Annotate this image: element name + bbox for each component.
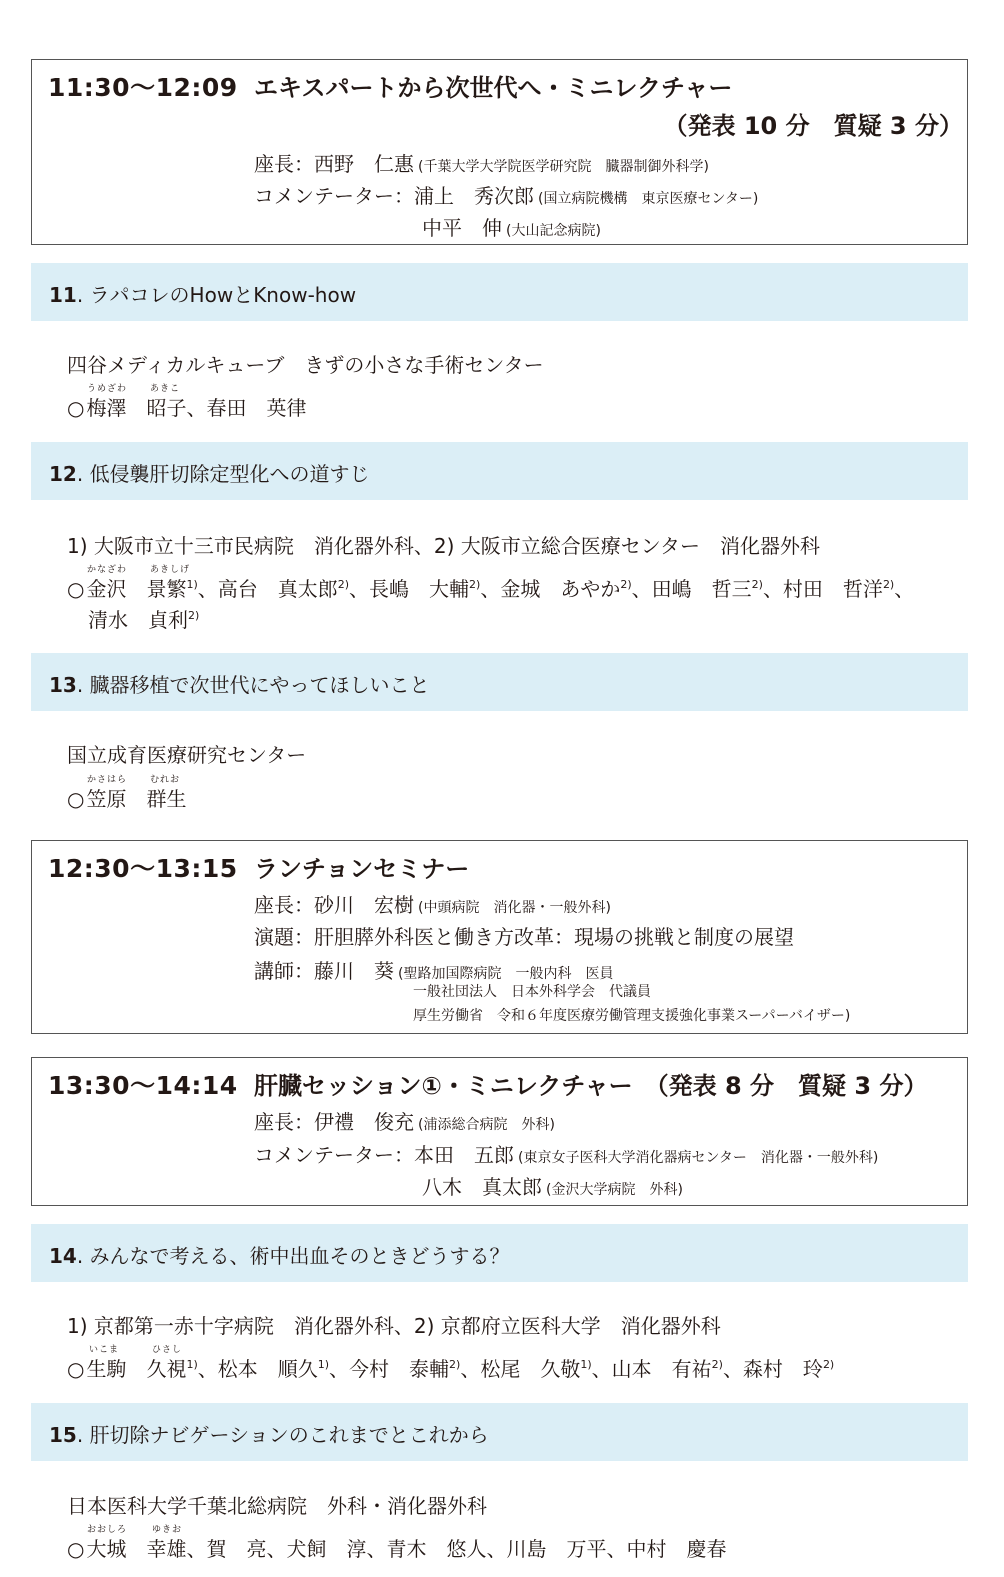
author-affiliation-ref: 1) [186, 1358, 198, 1371]
commentator-name: 八木 真太郎 [422, 1175, 542, 1199]
commentator-label: コメンテーター： [254, 1143, 414, 1167]
author-list: 笠原 群生 [86, 787, 187, 811]
author-affiliation-ref: 2) [882, 578, 895, 591]
talk-header-12: 12. 低侵襲肝切除定型化への道すじ [31, 442, 968, 500]
author: 、山本 有祐 [591, 1357, 712, 1381]
author: 清水 貞利 [88, 608, 188, 632]
author: 生駒 久視 [86, 1357, 187, 1381]
author: 、長嶋 大輔 [349, 577, 470, 601]
talk-affiliation: 四谷メディカルキューブ きずの小さな手術センター [67, 353, 544, 377]
author: 、松本 順久 [197, 1357, 318, 1381]
author-affiliation-ref: 1) [317, 1358, 330, 1371]
presenter-mark: ○ [67, 396, 85, 420]
commentator-line-2 [422, 1171, 683, 1200]
furigana: かなざわ [87, 565, 128, 575]
talk-title: 肝切除ナビゲーションのこれまでとこれから [89, 1423, 489, 1447]
presenter-mark: ○ [67, 787, 85, 811]
commentator-affiliation: (大山記念病院) [506, 223, 601, 239]
commentator-line-2 [422, 212, 601, 241]
chair-label: 座長： [254, 152, 314, 176]
commentator-affiliation: (東京女子医科大学消化器病センター 消化器・一般外科) [518, 1150, 879, 1166]
chair-name: 伊禮 俊充 [314, 1110, 414, 1134]
furigana: いこま [89, 1345, 120, 1355]
author-list: 大城 幸雄、賀 亮、犬飼 淳、青木 悠人、川島 万平、中村 慶春 [86, 1537, 727, 1561]
author: 、今村 泰輔 [329, 1357, 450, 1381]
furigana: あきしげ [150, 565, 191, 575]
author-affiliation-ref: 2) [620, 578, 632, 591]
commentator-label: コメンテーター： [254, 184, 414, 208]
commentator-line [254, 180, 758, 209]
session-box-2 [31, 840, 968, 1034]
chair-label: 座長： [254, 893, 314, 917]
topic-title: 肝胆膵外科医と働き方改革：現場の挑戦と制度の展望 [314, 925, 794, 949]
talk-title: 臓器移植で次世代にやってほしいこと [89, 673, 430, 697]
session-title: ランチョンセミナー [254, 855, 470, 883]
author: 、森村 玲 [722, 1357, 823, 1381]
talk-number: 15 [49, 1423, 77, 1447]
chair-affiliation: (浦添総合病院 外科) [418, 1117, 555, 1133]
presenter-mark: ○ [67, 1357, 85, 1381]
furigana: あきこ [150, 384, 181, 394]
commentator-line [254, 1139, 878, 1168]
furigana: ゆきお [152, 1525, 183, 1535]
lecturer-line [254, 955, 613, 984]
author-separator: 、 [894, 577, 915, 601]
session-format: （発表 10 分 質疑 3 分） [663, 112, 963, 140]
topic-label: 演題： [254, 925, 314, 949]
talk-authors [67, 1353, 834, 1382]
author-affiliation-ref: 2) [711, 1358, 723, 1371]
talk-header-14: 14. みんなで考える、術中出血そのときどうする？ [31, 1224, 968, 1282]
chair-line [254, 1106, 555, 1135]
session-title: 肝臓セッション①・ミニレクチャー （発表 8 分 質疑 3 分） [254, 1072, 928, 1100]
chair-name: 砂川 宏樹 [314, 893, 414, 917]
talk-title: 低侵襲肝切除定型化への道すじ [89, 462, 370, 486]
commentator-name: 浦上 秀次郎 [414, 184, 534, 208]
author-affiliation-ref: 2) [469, 578, 481, 591]
talk-authors [67, 392, 306, 421]
furigana: かさはら [87, 775, 128, 785]
talk-authors-cont [88, 604, 199, 633]
lecturer-affiliation: (聖路加国際病院 一般内科 医員 [398, 966, 614, 982]
presenter-mark: ○ [67, 577, 85, 601]
author-list: 梅澤 昭子、春田 英律 [86, 396, 307, 420]
lecturer-affiliation-2: 一般社団法人 日本外科学会 代議員 [413, 984, 651, 1000]
session-box-1 [31, 59, 968, 245]
talk-number: 14 [49, 1244, 77, 1268]
furigana: ひさし [152, 1345, 183, 1355]
author-affiliation-ref: 2) [751, 578, 763, 591]
author: 、金城 あやか [480, 577, 621, 601]
author-affiliation-ref: 2) [449, 1358, 461, 1371]
lecturer-name: 藤川 葵 [314, 959, 394, 983]
talk-affiliation: 1) 大阪市立十三市民病院 消化器外科、2) 大阪市立総合医療センター 消化器外科 [67, 534, 820, 558]
author-affiliation-ref: 2) [188, 609, 200, 622]
session-box-3 [31, 1057, 968, 1206]
author-affiliation-ref: 2) [822, 1358, 835, 1371]
session-title: エキスパートから次世代へ・ミニレクチャー [254, 74, 733, 102]
talk-number: 11 [49, 283, 77, 307]
chair-line [254, 889, 611, 918]
talk-affiliation: 1) 京都第一赤十字病院 消化器外科、2) 京都府立医科大学 消化器外科 [67, 1314, 721, 1338]
commentator-affiliation: (金沢大学病院 外科) [546, 1182, 683, 1198]
topic-line [254, 921, 794, 950]
author: 、田嶋 哲三 [631, 577, 752, 601]
talk-title: ラパコレのHowとKnow-how [89, 283, 357, 307]
commentator-affiliation: (国立病院機構 東京医療センター) [538, 191, 759, 207]
furigana: うめざわ [87, 384, 128, 394]
author: 、高台 真太郎 [197, 577, 338, 601]
talk-affiliation: 日本医科大学千葉北総病院 外科・消化器外科 [67, 1494, 487, 1518]
commentator-name: 中平 伸 [422, 216, 502, 240]
commentator-name: 本田 五郎 [414, 1143, 514, 1167]
session-time: 13:30〜14:14 [48, 1071, 238, 1100]
talk-title: みんなで考える、術中出血そのときどうする？ [89, 1244, 510, 1268]
lecturer-label: 講師： [254, 959, 314, 983]
author-affiliation-ref: 1) [580, 1358, 592, 1371]
talk-authors [67, 573, 914, 602]
talk-number: 12 [49, 462, 77, 486]
chair-name: 西野 仁惠 [314, 152, 414, 176]
chair-affiliation: (千葉大学大学院医学研究院 臓器制御外科学) [418, 159, 709, 175]
presenter-mark: ○ [67, 1537, 85, 1561]
furigana: おおしろ [87, 1525, 128, 1535]
talk-authors [67, 1533, 726, 1562]
chair-affiliation: (中頭病院 消化器・一般外科) [418, 900, 611, 916]
talk-header-15: 15. 肝切除ナビゲーションのこれまでとこれから [31, 1403, 968, 1461]
session-time: 12:30〜13:15 [48, 854, 238, 883]
author: 金沢 景繁 [86, 577, 187, 601]
author-affiliation-ref: 2) [337, 578, 350, 591]
chair-line [254, 148, 709, 177]
session-time: 11:30〜12:09 [48, 73, 238, 102]
talk-number: 13 [49, 673, 77, 697]
furigana: むれお [150, 775, 181, 785]
author: 、松尾 久敬 [460, 1357, 581, 1381]
talk-header-11: 11. ラパコレのHowとKnow-how [31, 263, 968, 321]
author: 、村田 哲洋 [762, 577, 883, 601]
author-affiliation-ref: 1) [186, 578, 198, 591]
lecturer-affiliation-3: 厚生労働省 令和６年度医療労働管理支援強化事業スーパーバイザー) [413, 1008, 851, 1024]
talk-header-13: 13. 臓器移植で次世代にやってほしいこと [31, 653, 968, 711]
chair-label: 座長： [254, 1110, 314, 1134]
talk-affiliation: 国立成育医療研究センター [67, 743, 307, 767]
talk-authors [67, 783, 186, 812]
